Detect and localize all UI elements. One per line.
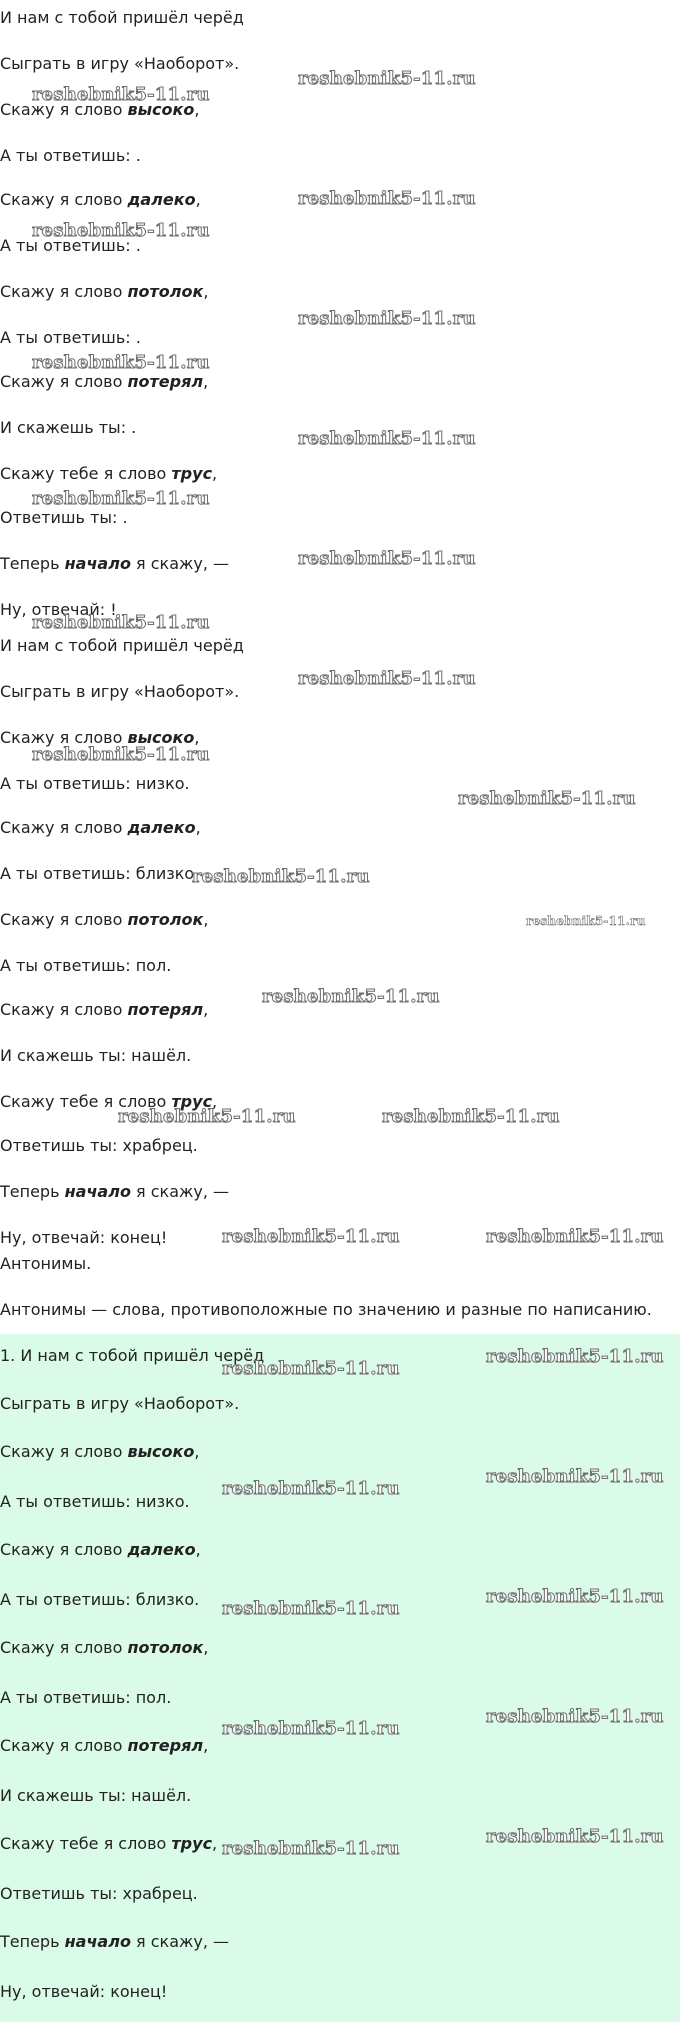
line-text: , bbox=[195, 818, 201, 837]
line-text: Скажу я слово bbox=[0, 100, 128, 119]
poem-line: Ну, отвечай: конец! bbox=[0, 1228, 168, 1247]
poem-line bbox=[0, 282, 208, 302]
keyword: далеко bbox=[127, 818, 196, 837]
poem-line: Ну, отвечай: ! bbox=[0, 600, 117, 619]
keyword: далеко bbox=[127, 1540, 196, 1559]
poem-line bbox=[0, 910, 208, 930]
note-heading: Антонимы. bbox=[0, 1254, 92, 1273]
watermark: reshebnik5-11.ru bbox=[526, 914, 646, 928]
line-text: Скажу я слово bbox=[0, 728, 128, 747]
keyword: потолок bbox=[127, 282, 204, 301]
poem-line: И скажешь ты: нашёл. bbox=[0, 1046, 192, 1065]
watermark: reshebnik5-11.ru bbox=[118, 1106, 296, 1127]
keyword: потолок bbox=[127, 1638, 204, 1657]
line-text: , bbox=[203, 910, 209, 929]
keyword: потерял bbox=[127, 372, 204, 391]
keyword: потерял bbox=[127, 1736, 204, 1755]
watermark: reshebnik5-11.ru bbox=[486, 1706, 664, 1727]
line-text: Скажу я слово bbox=[0, 1000, 128, 1019]
watermark: reshebnik5-11.ru bbox=[32, 352, 210, 373]
answer-line: Ответишь ты: храбрец. bbox=[0, 1884, 198, 1903]
answer-line bbox=[0, 1834, 217, 1854]
line-text: я скажу, — bbox=[130, 554, 230, 573]
answer-line bbox=[0, 1540, 201, 1560]
watermark: reshebnik5-11.ru bbox=[486, 1826, 664, 1847]
line-text: Теперь bbox=[0, 554, 65, 573]
line-text: Скажу я слово bbox=[0, 818, 128, 837]
answer-panel bbox=[0, 1334, 680, 2022]
line-text: Скажу я слово bbox=[0, 1638, 128, 1657]
watermark: reshebnik5-11.ru bbox=[32, 84, 210, 105]
line-text: , bbox=[203, 1000, 209, 1019]
watermark: reshebnik5-11.ru bbox=[298, 548, 476, 569]
watermark: reshebnik5-11.ru bbox=[486, 1346, 664, 1367]
poem-line: Сыграть в игру «Наоборот». bbox=[0, 54, 240, 73]
watermark: reshebnik5-11.ru bbox=[486, 1466, 664, 1487]
note-definition: Антонимы — слова, противоположные по значению и разные по написанию. bbox=[0, 1300, 652, 1319]
watermark: reshebnik5-11.ru bbox=[222, 1838, 400, 1859]
poem-line bbox=[0, 464, 217, 484]
poem-line bbox=[0, 554, 229, 574]
watermark: reshebnik5-11.ru bbox=[222, 1358, 400, 1379]
line-text: я скажу, — bbox=[130, 1932, 230, 1951]
watermark: reshebnik5-11.ru bbox=[458, 788, 636, 809]
poem-line: А ты ответишь: низко. bbox=[0, 774, 190, 793]
watermark: reshebnik5-11.ru bbox=[222, 1598, 400, 1619]
keyword: потерял bbox=[127, 1000, 204, 1019]
keyword: начало bbox=[64, 554, 131, 573]
line-text: Скажу я слово bbox=[0, 282, 128, 301]
poem-line: Ответишь ты: . bbox=[0, 508, 128, 527]
poem-line: Ответишь ты: храбрец. bbox=[0, 1136, 198, 1155]
keyword: трус bbox=[171, 1092, 213, 1111]
line-text: , bbox=[203, 282, 209, 301]
line-text: я скажу, — bbox=[130, 1182, 230, 1201]
poem-line: А ты ответишь: . bbox=[0, 146, 141, 165]
keyword: потолок bbox=[127, 910, 204, 929]
line-text: Скажу я слово bbox=[0, 372, 128, 391]
watermark: reshebnik5-11.ru bbox=[298, 308, 476, 329]
poem-line: А ты ответишь: близко. bbox=[0, 864, 200, 883]
watermark: reshebnik5-11.ru bbox=[32, 612, 210, 633]
answer-line: И скажешь ты: нашёл. bbox=[0, 1786, 192, 1805]
line-text: Теперь bbox=[0, 1182, 65, 1201]
answer-line bbox=[0, 1638, 208, 1658]
line-text: , bbox=[194, 728, 200, 747]
watermark: reshebnik5-11.ru bbox=[222, 1478, 400, 1499]
watermark: reshebnik5-11.ru bbox=[298, 188, 476, 209]
poem-line bbox=[0, 1182, 229, 1202]
watermark: reshebnik5-11.ru bbox=[262, 986, 440, 1007]
watermark: reshebnik5-11.ru bbox=[298, 668, 476, 689]
watermark: reshebnik5-11.ru bbox=[298, 68, 476, 89]
poem-line: И нам с тобой пришёл черёд bbox=[0, 8, 244, 27]
watermark: reshebnik5-11.ru bbox=[486, 1226, 664, 1247]
line-text: , bbox=[212, 1834, 218, 1853]
line-text: , bbox=[212, 1092, 218, 1111]
watermark: reshebnik5-11.ru bbox=[298, 428, 476, 449]
answer-line bbox=[0, 1442, 199, 1462]
line-text: Скажу тебе я слово bbox=[0, 1092, 172, 1111]
answer-line bbox=[0, 1932, 229, 1952]
line-text: Скажу я слово bbox=[0, 1442, 128, 1461]
answer-line: Ну, отвечай: конец! bbox=[0, 1982, 168, 2001]
answer-line bbox=[0, 1736, 208, 1756]
keyword: далеко bbox=[127, 190, 196, 209]
poem-line bbox=[0, 1000, 208, 1020]
watermark: reshebnik5-11.ru bbox=[32, 220, 210, 241]
line-text: Скажу я слово bbox=[0, 1540, 128, 1559]
watermark: reshebnik5-11.ru bbox=[222, 1718, 400, 1739]
line-text: , bbox=[195, 1540, 201, 1559]
poem-line: А ты ответишь: . bbox=[0, 236, 141, 255]
line-text: , bbox=[195, 190, 201, 209]
watermark: reshebnik5-11.ru bbox=[222, 1226, 400, 1247]
poem-line: А ты ответишь: . bbox=[0, 328, 141, 347]
answer-line: А ты ответишь: пол. bbox=[0, 1688, 172, 1707]
keyword: высоко bbox=[127, 1442, 195, 1461]
line-text: , bbox=[212, 464, 218, 483]
watermark: reshebnik5-11.ru bbox=[382, 1106, 560, 1127]
poem-line: Сыграть в игру «Наоборот». bbox=[0, 682, 240, 701]
watermark: reshebnik5-11.ru bbox=[192, 866, 370, 887]
keyword: трус bbox=[171, 464, 213, 483]
line-text: Скажу я слово bbox=[0, 1736, 128, 1755]
poem-line bbox=[0, 372, 208, 392]
line-text: Скажу я слово bbox=[0, 910, 128, 929]
watermark: reshebnik5-11.ru bbox=[486, 1586, 664, 1607]
poem-line: А ты ответишь: пол. bbox=[0, 956, 172, 975]
poem-line bbox=[0, 818, 201, 838]
line-text: , bbox=[203, 1736, 209, 1755]
line-text: Скажу тебе я слово bbox=[0, 1834, 172, 1853]
answer-line: 1. И нам с тобой пришёл черёд bbox=[0, 1346, 265, 1365]
keyword: трус bbox=[171, 1834, 213, 1853]
watermark: reshebnik5-11.ru bbox=[32, 744, 210, 765]
line-text: Скажу тебе я слово bbox=[0, 464, 172, 483]
line-text: Скажу я слово bbox=[0, 190, 128, 209]
poem-line: И скажешь ты: . bbox=[0, 418, 137, 437]
line-text: , bbox=[203, 372, 209, 391]
watermark: reshebnik5-11.ru bbox=[32, 488, 210, 509]
keyword: начало bbox=[64, 1932, 131, 1951]
answer-line: Сыграть в игру «Наоборот». bbox=[0, 1394, 240, 1413]
keyword: начало bbox=[64, 1182, 131, 1201]
line-text: , bbox=[194, 100, 200, 119]
answer-line: А ты ответишь: близко. bbox=[0, 1590, 200, 1609]
line-text: Теперь bbox=[0, 1932, 65, 1951]
poem-line: И нам с тобой пришёл черёд bbox=[0, 636, 244, 655]
poem-line bbox=[0, 190, 201, 210]
answer-line: А ты ответишь: низко. bbox=[0, 1492, 190, 1511]
keyword: высоко bbox=[127, 100, 195, 119]
line-text: , bbox=[194, 1442, 200, 1461]
keyword: высоко bbox=[127, 728, 195, 747]
line-text: , bbox=[203, 1638, 209, 1657]
